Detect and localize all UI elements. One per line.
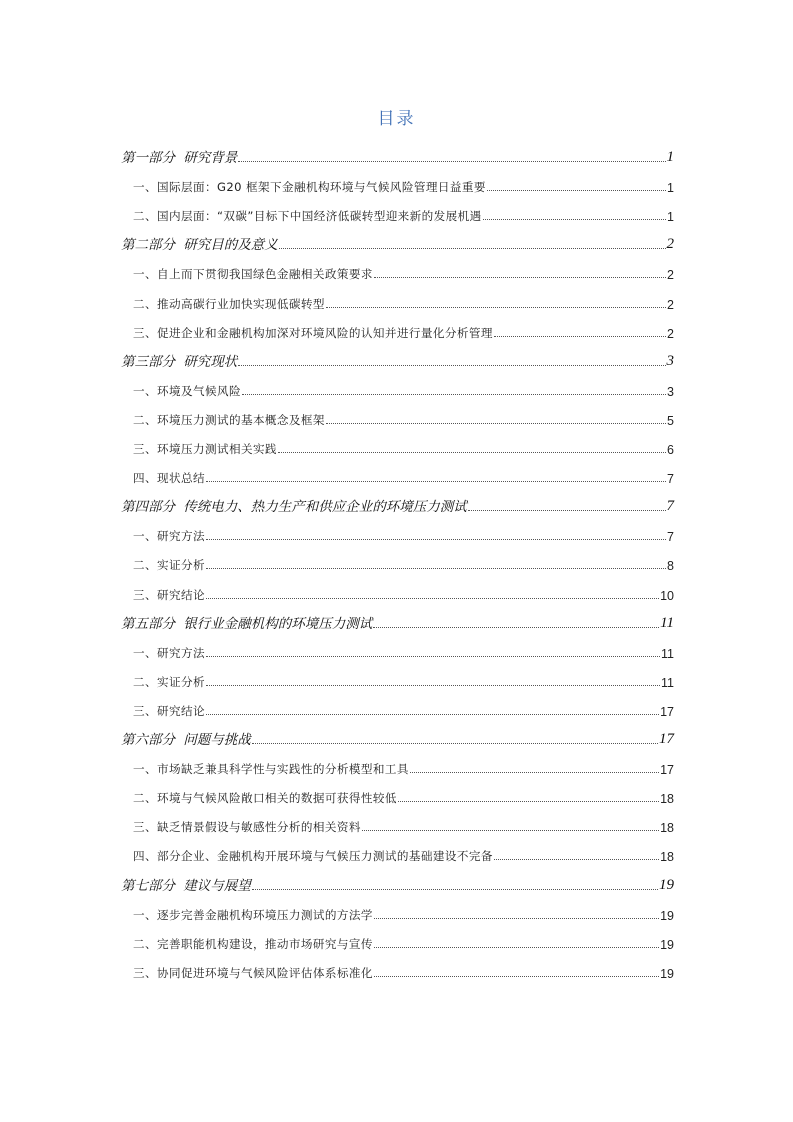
toc-page-number: 11: [661, 675, 674, 690]
dot-leader: [362, 830, 659, 831]
dot-leader: [206, 685, 660, 686]
toc-entry-label: 一、国际层面：G20 框架下金融机构环境与气候风险管理日益重要: [133, 180, 486, 195]
toc-section-entry[interactable]: [121, 901, 674, 923]
dot-leader: [238, 365, 665, 366]
toc-page-number: 18: [660, 821, 674, 836]
toc-section-entry[interactable]: [121, 755, 674, 777]
toc-entry-label: 一、研究方法: [133, 645, 205, 660]
dot-leader: [374, 976, 659, 977]
toc-page-number: 5: [667, 413, 674, 428]
dot-leader: [206, 568, 666, 569]
toc-page-number: 19: [660, 908, 674, 923]
toc-entry-label: 三、研究结论: [133, 587, 205, 602]
toc-page-number: 2: [667, 268, 674, 283]
toc-entry-label: 二、环境与气候风险敞口相关的数据可获得性较低: [133, 791, 397, 806]
toc-section-entry[interactable]: [121, 639, 674, 661]
toc-page-number: 6: [667, 443, 674, 457]
dot-leader: [410, 772, 659, 773]
toc-entry-label: 三、缺乏情景假设与敏感性分析的相关资料: [133, 820, 361, 835]
toc-page-number: 19: [660, 937, 674, 952]
toc-page-number: 3: [666, 352, 674, 369]
dot-leader: [398, 801, 659, 802]
toc-page-number: 2: [666, 236, 674, 253]
toc-page-number: 17: [660, 763, 674, 778]
toc-entry-label: 第二部分 研究目的及意义: [121, 237, 278, 254]
dot-leader: [374, 947, 659, 948]
toc-entry-label: 三、促进企业和金融机构加深对环境风险的认知并进行量化分析管理: [133, 325, 493, 340]
toc-entry-label: 第一部分 研究背景: [121, 150, 238, 166]
toc-section-entry[interactable]: [121, 319, 674, 341]
toc-page-number: 2: [667, 326, 674, 341]
dot-leader: [494, 336, 666, 337]
dot-leader: [483, 219, 666, 220]
toc-section-entry[interactable]: [121, 784, 674, 806]
toc-section-entry[interactable]: [121, 522, 674, 544]
toc-page-number: 11: [660, 614, 674, 631]
toc-entry-label: 四、部分企业、金融机构开展环境与气候压力测试的基础建设不完备: [133, 849, 493, 864]
toc-entry-label: 三、协同促进环境与气候风险评估体系标准化: [133, 965, 373, 980]
toc-page-number: 19: [659, 876, 674, 893]
toc-part-entry[interactable]: [121, 144, 674, 166]
toc-page-number: 3: [667, 384, 674, 399]
dot-leader: [206, 656, 660, 657]
toc-section-entry[interactable]: [121, 435, 674, 457]
toc-page-number: 18: [660, 792, 674, 807]
dot-leader: [206, 598, 659, 599]
toc-entry-label: 一、环境及气候风险: [133, 383, 241, 398]
toc-section-entry[interactable]: [121, 406, 674, 428]
toc-entry-label: 一、逐步完善金融机构环境压力测试的方法学: [133, 907, 373, 922]
toc-page-number: 11: [661, 646, 674, 661]
toc-page-number: 1: [667, 210, 674, 225]
toc-entry-label: 三、研究结论: [133, 703, 205, 718]
toc-title: 目录: [377, 109, 416, 129]
toc-entry-label: 一、研究方法: [133, 529, 205, 544]
toc-part-entry[interactable]: [121, 872, 674, 894]
toc-entry-label: 第五部分 银行业金融机构的环境压力测试: [121, 615, 373, 632]
toc-entry-label: 二、实证分析: [133, 558, 205, 573]
toc-section-entry[interactable]: [121, 668, 674, 690]
toc-section-entry[interactable]: [121, 581, 674, 603]
toc-entry-label: 二、完善职能机构建设，推动市场研究与宣传: [133, 936, 373, 951]
toc-entry-label: 二、国内层面：“双碳”目标下中国经济低碳转型迎来新的发展机遇: [133, 209, 482, 224]
toc-part-entry[interactable]: [121, 348, 674, 370]
toc-section-entry[interactable]: [121, 930, 674, 952]
toc-part-entry[interactable]: [121, 493, 674, 515]
toc-page-number: 8: [667, 559, 674, 574]
toc-page-number: 17: [659, 731, 674, 747]
toc-section-entry[interactable]: [121, 377, 674, 399]
dot-leader: [487, 190, 666, 191]
toc-page-number: 7: [666, 498, 674, 515]
toc-part-entry[interactable]: [121, 726, 674, 748]
toc-section-entry[interactable]: [121, 173, 674, 195]
toc-entry-label: 二、推动高碳行业加快实现低碳转型: [133, 296, 325, 311]
toc-page-number: 1: [666, 149, 674, 165]
toc-entry-label: 第六部分 问题与挑战: [121, 732, 251, 748]
toc-entry-label: 二、环境压力测试的基本概念及框架: [133, 412, 325, 427]
toc-entry-label: 一、市场缺乏兼具科学性与实践性的分析模型和工具: [133, 762, 409, 777]
toc-page-number: 7: [667, 530, 674, 545]
toc-entry-label: 第三部分 研究现状: [121, 353, 238, 370]
toc-page-number: 1: [667, 181, 674, 196]
dot-leader: [242, 394, 666, 395]
toc-section-entry[interactable]: [121, 290, 674, 312]
toc-entry-label: 一、自上而下贯彻我国绿色金融相关政策要求: [133, 267, 373, 282]
toc-part-entry[interactable]: [121, 231, 674, 253]
toc-page-number: 18: [660, 850, 674, 865]
toc-page-number: 7: [667, 472, 674, 487]
toc-section-entry[interactable]: [121, 260, 674, 282]
toc-section-entry[interactable]: [121, 842, 674, 864]
dot-leader: [326, 307, 666, 308]
toc-section-entry[interactable]: [121, 464, 674, 486]
dot-leader: [252, 889, 658, 890]
dot-leader: [206, 539, 666, 540]
toc-entry-label: 第七部分 建议与展望: [121, 877, 251, 894]
toc-page-number: 10: [660, 588, 674, 603]
dot-leader: [374, 918, 659, 919]
toc-page-number: 2: [667, 297, 674, 312]
toc-part-entry[interactable]: [121, 610, 674, 632]
toc-page-number: 17: [660, 704, 674, 719]
toc-section-entry[interactable]: [121, 202, 674, 224]
dot-leader: [468, 510, 666, 511]
toc-page-number: 19: [660, 966, 674, 981]
toc-section-entry[interactable]: [121, 697, 674, 719]
dot-leader: [206, 481, 666, 482]
dot-leader: [238, 161, 665, 162]
dot-leader: [326, 423, 666, 424]
dot-leader: [252, 743, 658, 744]
dot-leader: [206, 714, 659, 715]
toc-section-entry[interactable]: [121, 551, 674, 573]
dot-leader: [278, 452, 666, 453]
dot-leader: [279, 248, 666, 249]
toc-entry-label: 三、环境压力测试相关实践: [133, 442, 277, 456]
toc-section-entry[interactable]: [121, 959, 674, 981]
toc-entry-label: 二、实证分析: [133, 674, 205, 689]
toc-entry-label: 第四部分 传统电力、热力生产和供应企业的环境压力测试: [121, 499, 467, 516]
dot-leader: [374, 277, 666, 278]
dot-leader: [373, 627, 659, 628]
toc-entry-label: 四、现状总结: [133, 471, 205, 486]
toc-section-entry[interactable]: [121, 813, 674, 835]
dot-leader: [494, 859, 659, 860]
